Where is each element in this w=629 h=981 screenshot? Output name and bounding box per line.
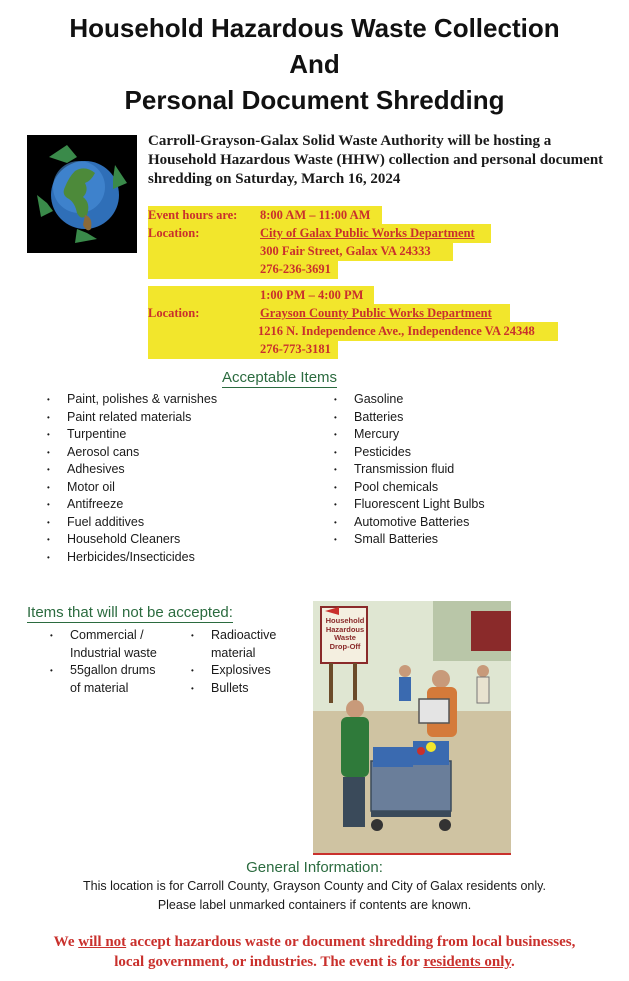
list-item: • Paint related materials: [47, 409, 217, 427]
event-1-street-row: [148, 242, 453, 261]
list-item: • Antifreeze: [47, 496, 217, 514]
acceptable-items-heading: Acceptable Items: [222, 369, 338, 386]
hours-label: Event hours are:: [148, 208, 238, 222]
not-accepted-left-list: [50, 627, 157, 697]
list-item: • Aerosol cans: [47, 444, 217, 462]
list-item: • Small Batteries: [334, 531, 485, 549]
list-item: • 55gallon drums of material: [50, 662, 157, 697]
acceptable-items-right-list: [334, 391, 485, 549]
list-item: • Turpentine: [47, 426, 217, 444]
warning-line-1: We will not accept hazardous waste or document shredding from local businesses,: [53, 934, 576, 950]
hours-value: 8:00 AM – 11:00 AM: [260, 208, 371, 222]
event-1-phone-row: [148, 260, 338, 279]
street-value: 300 Fair Street, Galax VA 24333: [260, 244, 431, 258]
phone-value: 276-236-3691: [260, 262, 331, 276]
event-2-hours-row: [148, 286, 374, 305]
street-value: 1216 N. Independence Ave., Independence VA 24348: [258, 324, 535, 338]
list-item: • Motor oil: [47, 479, 217, 497]
phone-value: 276-773-3181: [260, 342, 331, 356]
drop-off-sign: Household Hazardous Waste Drop-Off: [325, 616, 365, 651]
event-1-hours-row: [148, 206, 382, 225]
list-item: • Paint, polishes & varnishes: [47, 391, 217, 409]
location-value: Grayson County Public Works Department: [260, 306, 492, 320]
title-line-3: Personal Document Shredding: [124, 85, 505, 115]
list-item: • Commercial / Industrial waste: [50, 627, 157, 662]
page-title: [0, 10, 629, 118]
intro-paragraph: Carroll-Grayson-Galax Solid Waste Authority will be hosting a Household Hazardous Waste (HHW) collection and personal document shredding on Saturday, March 16, 2024: [148, 133, 604, 187]
event-2-street-row: [148, 322, 558, 341]
not-accepted-right-list: [191, 627, 276, 697]
recycling-globe-logo: [27, 135, 137, 253]
acceptable-items-left-list: [47, 391, 217, 566]
list-item: • Transmission fluid: [334, 461, 485, 479]
list-item: • Household Cleaners: [47, 531, 217, 549]
list-item: • Automotive Batteries: [334, 514, 485, 532]
location-value: City of Galax Public Works Department: [260, 226, 475, 240]
list-item: • Explosives: [191, 662, 276, 680]
list-item: • Pesticides: [334, 444, 485, 462]
list-item: • Mercury: [334, 426, 485, 444]
general-info-heading: General Information:: [246, 859, 383, 876]
list-item: • Adhesives: [47, 461, 217, 479]
title-line-1: Household Hazardous Waste Collection: [69, 13, 560, 43]
list-item: • Herbicides/Insecticides: [47, 549, 217, 567]
globe-icon: [27, 135, 137, 253]
list-item: • Fuel additives: [47, 514, 217, 532]
event-2-phone-row: [148, 340, 338, 359]
list-item: • Pool chemicals: [334, 479, 485, 497]
general-info-line-2: Please label unmarked containers if contents are known.: [157, 898, 472, 912]
not-accepted-heading: Items that will not be accepted:: [27, 604, 233, 621]
list-item: • Gasoline: [334, 391, 485, 409]
title-line-2: And: [289, 49, 340, 79]
hours-value: 1:00 PM – 4:00 PM: [260, 288, 364, 302]
location-label: Location:: [148, 306, 200, 320]
list-item: • Fluorescent Light Bulbs: [334, 496, 485, 514]
event-1-location-row: [148, 224, 491, 243]
list-item: • Batteries: [334, 409, 485, 427]
event-2-location-row: [148, 304, 510, 323]
event-2-block: [148, 286, 608, 358]
event-1-block: [148, 206, 608, 278]
list-item: • Radioactive material: [191, 627, 276, 662]
drop-off-illustration: [313, 601, 511, 855]
location-label: Location:: [148, 226, 200, 240]
general-info-line-1: This location is for Carroll County, Grayson County and City of Galax residents only.: [83, 879, 546, 893]
warning-line-2: local government, or industries. The event is for residents only.: [114, 954, 515, 970]
list-item: • Bullets: [191, 680, 276, 698]
